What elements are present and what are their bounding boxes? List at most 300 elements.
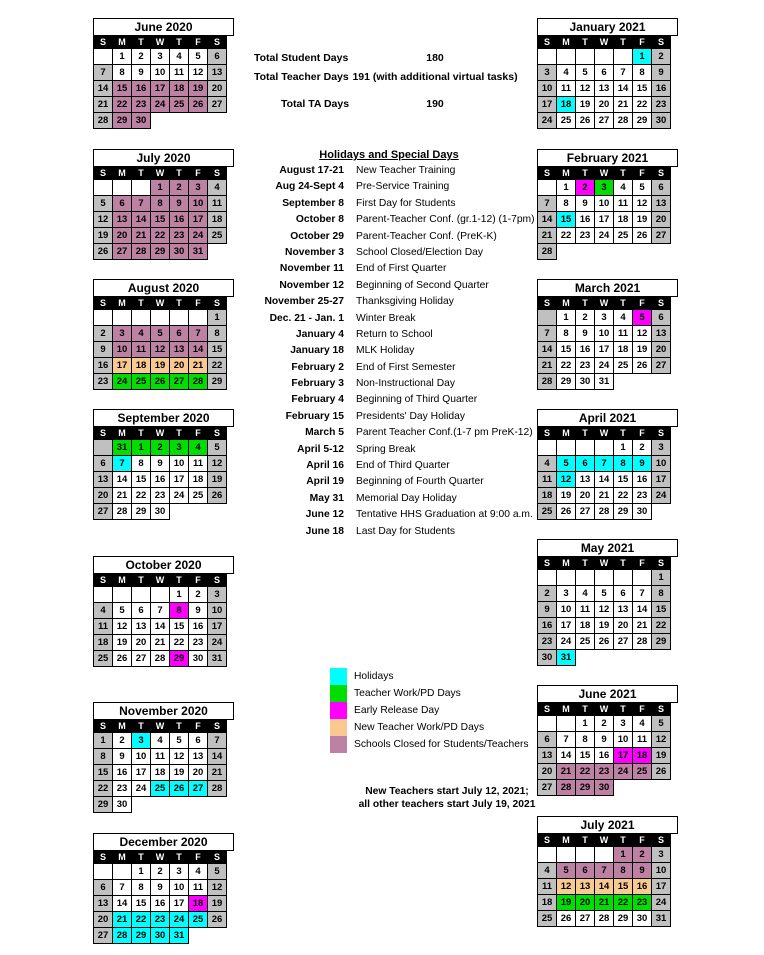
weekday-header: F (633, 36, 652, 49)
day-cell: 11 (557, 81, 576, 97)
day-cell (170, 113, 189, 129)
day-cell (576, 244, 595, 260)
day-cell: 31 (208, 651, 227, 667)
day-cell: 12 (557, 879, 576, 895)
holidays-section (248, 149, 535, 542)
day-cell: 10 (614, 732, 633, 748)
day-cell (614, 570, 633, 586)
day-cell: 5 (595, 586, 614, 602)
day-cell: 12 (208, 880, 227, 896)
weekday-header: T (170, 851, 189, 864)
day-cell (170, 797, 189, 813)
day-cell: 6 (94, 456, 113, 472)
day-cell (538, 847, 557, 863)
event-description: Spring Break (356, 443, 416, 455)
day-cell: 1 (113, 49, 132, 65)
month-title: November 2020 (93, 702, 234, 720)
day-cell: 19 (576, 97, 595, 113)
day-cell: 2 (633, 440, 652, 456)
day-cell: 13 (94, 472, 113, 488)
total-student-days-label: Total Student Days (254, 52, 349, 64)
weekday-header: T (132, 167, 151, 180)
day-cell: 10 (170, 880, 189, 896)
day-cell: 31 (557, 650, 576, 666)
event-description: Parent-Teacher Conf. (gr.1-12) (1-7pm) (356, 214, 535, 226)
event-description: Winter Break (356, 312, 416, 324)
weekday-header: F (633, 834, 652, 847)
event-date: October 29 (290, 230, 344, 242)
weekday-header: S (538, 703, 557, 716)
day-cell: 5 (170, 733, 189, 749)
day-cell: 8 (94, 749, 113, 765)
day-cell: 9 (633, 456, 652, 472)
day-cell: 4 (557, 65, 576, 81)
legend-label: New Teacher Work/PD Days (354, 722, 485, 733)
day-cell: 13 (614, 602, 633, 618)
day-cell: 27 (652, 358, 671, 374)
weekday-header: M (557, 167, 576, 180)
day-cell: 16 (151, 896, 170, 912)
day-cell: 30 (113, 797, 132, 813)
weekday-header: W (151, 297, 170, 310)
day-cell: 10 (557, 602, 576, 618)
event-date: January 4 (295, 328, 344, 340)
weekday-header: M (557, 427, 576, 440)
event-date: February 4 (291, 394, 344, 406)
weekday-header: S (652, 36, 671, 49)
day-cell: 28 (595, 504, 614, 520)
day-cell: 11 (538, 472, 557, 488)
day-cell: 22 (614, 488, 633, 504)
day-cell (113, 864, 132, 880)
day-cell: 4 (189, 440, 208, 456)
day-cell (614, 49, 633, 65)
day-cell: 1 (557, 180, 576, 196)
day-cell: 25 (170, 97, 189, 113)
day-cell: 22 (151, 228, 170, 244)
holiday-event-row (248, 263, 530, 279)
day-cell: 11 (189, 880, 208, 896)
total-ta-days-row (254, 98, 522, 110)
weekday-header: T (576, 703, 595, 716)
day-cell: 12 (94, 212, 113, 228)
day-cell: 14 (113, 472, 132, 488)
holiday-event-row (248, 165, 530, 181)
day-cell: 25 (94, 651, 113, 667)
day-cell: 28 (189, 374, 208, 390)
event-date: November 3 (285, 246, 344, 258)
day-cell: 7 (113, 456, 132, 472)
day-cell: 5 (208, 864, 227, 880)
total-ta-days-value: 190 (426, 98, 444, 110)
day-cell: 4 (614, 310, 633, 326)
day-cell: 9 (113, 749, 132, 765)
calendar-february-2021 (537, 149, 678, 260)
event-date: February 15 (285, 410, 344, 422)
day-cell (538, 49, 557, 65)
day-cell: 22 (208, 358, 227, 374)
day-cell: 19 (189, 81, 208, 97)
day-cell: 13 (94, 896, 113, 912)
day-cell: 17 (595, 212, 614, 228)
day-cell (557, 847, 576, 863)
day-cell: 20 (576, 895, 595, 911)
day-cell: 1 (557, 310, 576, 326)
day-cell: 11 (633, 732, 652, 748)
day-cell: 25 (614, 228, 633, 244)
day-cell: 21 (189, 358, 208, 374)
day-cell (614, 780, 633, 796)
day-cell: 25 (633, 764, 652, 780)
day-cell: 25 (538, 504, 557, 520)
day-cell: 8 (113, 65, 132, 81)
weekday-header: T (576, 297, 595, 310)
legend-label: Holidays (354, 671, 394, 682)
day-cell: 16 (633, 472, 652, 488)
day-cell: 26 (94, 244, 113, 260)
day-cell: 23 (576, 228, 595, 244)
holiday-event-row (248, 427, 533, 443)
weekday-header: M (557, 36, 576, 49)
day-cell: 29 (132, 504, 151, 520)
day-cell: 10 (652, 863, 671, 879)
weekday-header: F (633, 557, 652, 570)
weekday-header: M (557, 557, 576, 570)
event-description: Tentative HHS Graduation at 9:00 a.m. (356, 509, 533, 521)
day-cell: 23 (633, 895, 652, 911)
day-cell: 18 (576, 618, 595, 634)
day-cell: 17 (113, 358, 132, 374)
day-cell: 27 (94, 504, 113, 520)
day-cell: 9 (151, 456, 170, 472)
calendar-june-2021 (537, 685, 678, 796)
total-student-days-row (254, 52, 522, 64)
day-cell (614, 650, 633, 666)
day-cell (189, 310, 208, 326)
day-cell: 31 (189, 244, 208, 260)
day-cell: 9 (189, 603, 208, 619)
day-cell: 27 (576, 911, 595, 927)
day-cell (557, 440, 576, 456)
day-cell: 16 (538, 618, 557, 634)
weekday-header: T (614, 36, 633, 49)
day-cell: 21 (113, 912, 132, 928)
day-cell: 28 (538, 244, 557, 260)
day-cell: 12 (170, 749, 189, 765)
day-cell (94, 310, 113, 326)
holiday-event-row (248, 280, 530, 296)
day-cell: 15 (94, 765, 113, 781)
day-cell: 21 (208, 765, 227, 781)
day-cell: 29 (132, 928, 151, 944)
month-title: January 2021 (537, 18, 678, 36)
day-cell: 20 (652, 342, 671, 358)
weekday-header: S (94, 36, 113, 49)
day-cell (595, 570, 614, 586)
day-cell: 4 (538, 863, 557, 879)
day-cell: 14 (595, 879, 614, 895)
calendar-may-2021 (537, 539, 678, 666)
month-title: September 2020 (93, 409, 234, 427)
holiday-event-row (248, 411, 530, 427)
month-title: October 2020 (93, 556, 234, 574)
day-cell: 19 (113, 635, 132, 651)
weekday-header: S (652, 834, 671, 847)
weekday-header: W (595, 427, 614, 440)
day-cell: 1 (633, 49, 652, 65)
day-cell: 26 (113, 651, 132, 667)
day-cell: 8 (170, 603, 189, 619)
event-date: April 16 (306, 460, 344, 472)
day-cell: 20 (113, 228, 132, 244)
day-cell: 17 (208, 619, 227, 635)
day-cell (538, 570, 557, 586)
day-cell: 15 (633, 81, 652, 97)
total-student-days-value: 180 (426, 52, 444, 64)
day-cell: 17 (132, 765, 151, 781)
day-cell: 24 (208, 635, 227, 651)
day-cell: 13 (132, 619, 151, 635)
event-date: October 8 (295, 214, 344, 226)
day-cell: 30 (151, 928, 170, 944)
total-ta-days-label: Total TA Days (281, 98, 350, 110)
weekday-header: S (208, 574, 227, 587)
day-cell: 29 (557, 374, 576, 390)
day-cell: 3 (557, 586, 576, 602)
day-cell: 23 (132, 97, 151, 113)
weekday-header: F (189, 574, 208, 587)
day-cell: 20 (170, 358, 189, 374)
day-cell: 12 (208, 456, 227, 472)
calendar-july-2021 (537, 816, 678, 927)
day-cell: 24 (595, 358, 614, 374)
day-cell: 16 (113, 765, 132, 781)
day-cell: 21 (151, 635, 170, 651)
day-cell: 9 (576, 196, 595, 212)
day-cell: 13 (652, 326, 671, 342)
day-cell: 7 (94, 65, 113, 81)
day-cell: 25 (208, 228, 227, 244)
day-cell: 29 (208, 374, 227, 390)
day-cell: 14 (189, 342, 208, 358)
day-cell (652, 374, 671, 390)
event-description: Return to School (356, 328, 433, 340)
day-cell: 30 (595, 780, 614, 796)
weekday-header: T (614, 557, 633, 570)
day-cell: 5 (557, 456, 576, 472)
day-cell: 10 (652, 456, 671, 472)
day-cell: 15 (113, 81, 132, 97)
holiday-event-row (248, 345, 530, 361)
day-cell: 11 (208, 196, 227, 212)
day-cell: 1 (576, 716, 595, 732)
weekday-header: F (633, 297, 652, 310)
day-cell: 1 (614, 847, 633, 863)
day-cell: 18 (189, 472, 208, 488)
event-date: May 31 (309, 492, 344, 504)
day-cell: 28 (614, 113, 633, 129)
day-cell: 14 (538, 342, 557, 358)
day-cell: 19 (208, 896, 227, 912)
day-cell: 7 (113, 880, 132, 896)
day-cell: 26 (557, 504, 576, 520)
day-cell: 20 (189, 765, 208, 781)
day-cell: 13 (208, 65, 227, 81)
day-cell: 3 (538, 65, 557, 81)
calendar-september-2020 (93, 409, 234, 520)
legend-color-swatch (330, 668, 347, 685)
day-cell: 22 (557, 358, 576, 374)
day-cell: 2 (595, 716, 614, 732)
day-cell: 17 (557, 618, 576, 634)
calendar-october-2020 (93, 556, 234, 667)
day-cell (652, 244, 671, 260)
weekday-header: W (595, 167, 614, 180)
event-description: New Teacher Training (356, 165, 456, 176)
day-cell: 2 (94, 326, 113, 342)
day-cell: 6 (576, 863, 595, 879)
legend-row (330, 668, 529, 685)
day-cell: 16 (576, 212, 595, 228)
weekday-header: T (614, 297, 633, 310)
day-cell: 25 (576, 634, 595, 650)
month-title: June 2020 (93, 18, 234, 36)
day-cell (538, 310, 557, 326)
day-cell: 19 (151, 358, 170, 374)
day-cell: 23 (633, 488, 652, 504)
day-cell: 7 (633, 586, 652, 602)
weekday-header: T (614, 167, 633, 180)
weekday-header: S (652, 703, 671, 716)
day-cell: 10 (113, 342, 132, 358)
day-cell: 13 (595, 81, 614, 97)
day-cell: 1 (151, 180, 170, 196)
legend-row (330, 702, 529, 719)
day-cell (633, 570, 652, 586)
weekday-header: T (614, 703, 633, 716)
weekday-header: W (595, 834, 614, 847)
weekday-header: T (576, 834, 595, 847)
weekday-header: S (652, 557, 671, 570)
legend-color-swatch (330, 702, 347, 719)
day-cell: 27 (132, 651, 151, 667)
day-cell: 30 (170, 244, 189, 260)
day-cell: 5 (151, 326, 170, 342)
day-cell: 17 (170, 472, 189, 488)
day-cell: 22 (94, 781, 113, 797)
day-cell: 15 (652, 602, 671, 618)
day-cell: 7 (189, 326, 208, 342)
day-cell: 24 (557, 634, 576, 650)
day-cell: 27 (94, 928, 113, 944)
holidays-list (248, 165, 535, 542)
day-cell (151, 310, 170, 326)
weekday-header: W (595, 36, 614, 49)
day-cell: 21 (113, 488, 132, 504)
weekday-header: T (170, 297, 189, 310)
event-description: End of Third Quarter (356, 460, 450, 472)
event-description: Last Day for Students (356, 525, 456, 537)
day-cell: 14 (557, 748, 576, 764)
day-cell: 25 (557, 113, 576, 129)
day-cell: 3 (113, 326, 132, 342)
day-cell: 30 (576, 374, 595, 390)
day-cell: 9 (652, 65, 671, 81)
day-cell (208, 504, 227, 520)
day-cell: 22 (170, 635, 189, 651)
day-cell: 18 (614, 212, 633, 228)
day-cell: 7 (538, 196, 557, 212)
day-cell: 15 (208, 342, 227, 358)
weekday-header: F (633, 167, 652, 180)
day-cell: 12 (633, 326, 652, 342)
event-description: End of First Semester (356, 361, 456, 373)
day-cell: 13 (189, 749, 208, 765)
day-cell: 10 (151, 65, 170, 81)
day-cell: 2 (151, 440, 170, 456)
day-cell: 26 (557, 911, 576, 927)
day-cell: 4 (189, 864, 208, 880)
event-description: Thanksgiving Holiday (356, 296, 454, 308)
day-cell: 19 (652, 748, 671, 764)
day-cell: 23 (151, 912, 170, 928)
day-cell: 25 (189, 912, 208, 928)
day-cell: 28 (94, 113, 113, 129)
day-cell: 11 (614, 196, 633, 212)
weekday-header: M (113, 851, 132, 864)
day-cell: 6 (94, 880, 113, 896)
day-cell: 28 (208, 781, 227, 797)
day-cell: 29 (652, 634, 671, 650)
day-cell: 13 (652, 196, 671, 212)
day-cell: 2 (151, 864, 170, 880)
weekday-header: F (633, 703, 652, 716)
day-cell: 15 (557, 212, 576, 228)
day-cell: 24 (132, 781, 151, 797)
day-cell (633, 650, 652, 666)
day-cell: 26 (576, 113, 595, 129)
day-cell: 24 (652, 488, 671, 504)
day-cell: 21 (94, 97, 113, 113)
day-cell: 24 (189, 228, 208, 244)
day-cell: 22 (132, 912, 151, 928)
teacher-start-note-line1: New Teachers start July 12, 2021; (365, 786, 529, 797)
weekday-header: S (208, 297, 227, 310)
day-cell: 9 (633, 863, 652, 879)
legend-row (330, 685, 529, 702)
day-cell (652, 780, 671, 796)
day-cell: 29 (614, 504, 633, 520)
day-cell (151, 587, 170, 603)
day-cell (113, 310, 132, 326)
day-cell: 6 (170, 326, 189, 342)
day-cell: 19 (170, 765, 189, 781)
day-cell (94, 180, 113, 196)
day-cell: 18 (151, 765, 170, 781)
day-cell: 26 (189, 97, 208, 113)
day-cell: 19 (208, 472, 227, 488)
day-cell: 22 (576, 764, 595, 780)
day-cell: 28 (113, 928, 132, 944)
day-cell (94, 864, 113, 880)
day-cell: 19 (557, 895, 576, 911)
event-description: Beginning of Second Quarter (356, 279, 489, 291)
day-cell (652, 504, 671, 520)
day-cell: 4 (94, 603, 113, 619)
day-cell: 3 (170, 440, 189, 456)
day-cell: 2 (538, 586, 557, 602)
month-title: August 2020 (93, 279, 234, 297)
